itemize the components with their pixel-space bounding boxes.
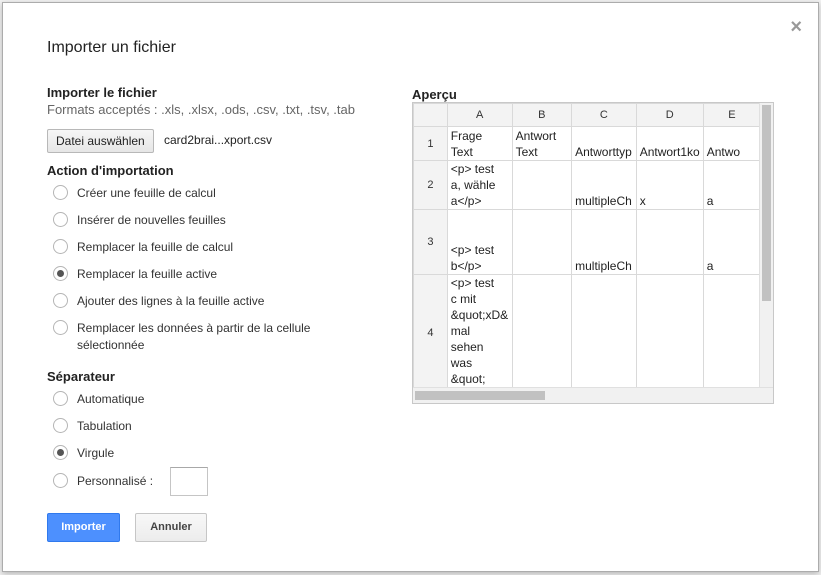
radio-label: Automatique <box>77 392 145 406</box>
accepted-formats: Formats acceptés : .xls, .xlsx, .ods, .csv, .txt, .tsv, .tab <box>47 102 355 117</box>
column-header-row <box>414 104 761 127</box>
horizontal-scrollbar[interactable] <box>413 387 774 403</box>
radio-button[interactable] <box>53 239 68 254</box>
table-cell: <p> test c mit &quot;xD& mal sehen was &quot; <box>447 275 512 389</box>
radio-replace-from-selected-cell[interactable] <box>53 320 337 354</box>
vertical-scroll-thumb[interactable] <box>762 105 771 301</box>
table-cell <box>636 275 703 389</box>
column-header: B <box>512 104 572 127</box>
custom-separator-input[interactable] <box>170 467 208 496</box>
radio-label: Virgule <box>77 446 115 460</box>
radio-replace-spreadsheet[interactable] <box>53 239 233 256</box>
table-cell: a <box>703 161 760 210</box>
table-cell <box>636 210 703 275</box>
radio-label: Tabulation <box>77 419 132 433</box>
table-cell: <p> test a, wähle a</p> <box>447 161 512 210</box>
radio-replace-active-sheet[interactable] <box>53 266 217 283</box>
corner-cell <box>414 104 448 127</box>
table-cell <box>512 210 572 275</box>
column-header: D <box>636 104 703 127</box>
close-icon[interactable]: × <box>790 16 802 38</box>
table-cell: Antwort Text <box>512 127 572 161</box>
radio-button[interactable] <box>53 185 68 200</box>
cancel-button[interactable]: Annuler <box>135 513 207 542</box>
import-action-heading: Action d'importation <box>47 163 174 178</box>
radio-button[interactable] <box>53 212 68 227</box>
dialog-title: Importer un fichier <box>47 39 176 56</box>
preview-grid <box>413 103 761 388</box>
selected-file-name: card2brai...xport.csv <box>164 133 273 147</box>
row-header: 1 <box>414 127 448 161</box>
radio-button[interactable] <box>53 320 68 335</box>
table-row <box>414 161 761 210</box>
table-cell <box>512 161 572 210</box>
table-row <box>414 210 761 275</box>
table-cell: Frage Text <box>447 127 512 161</box>
table-row <box>414 275 761 389</box>
radio-button[interactable] <box>53 391 68 406</box>
import-button[interactable]: Importer <box>47 513 120 542</box>
table-cell: multipleCh <box>572 161 637 210</box>
import-dialog <box>2 2 819 572</box>
radio-separator-custom[interactable] <box>53 473 153 490</box>
radio-label: Insérer de nouvelles feuilles <box>77 213 226 227</box>
radio-append-rows[interactable] <box>53 293 264 310</box>
radio-separator-tab[interactable] <box>53 418 132 435</box>
row-header: 3 <box>414 210 448 275</box>
radio-label: Créer une feuille de calcul <box>77 186 216 200</box>
horizontal-scroll-thumb[interactable] <box>415 391 545 400</box>
radio-button[interactable] <box>53 473 68 488</box>
separator-heading: Séparateur <box>47 369 115 384</box>
radio-separator-comma[interactable] <box>53 445 114 462</box>
table-cell: a <box>703 210 760 275</box>
row-header: 2 <box>414 161 448 210</box>
table-cell: Antwort1ko <box>636 127 703 161</box>
radio-label: Remplacer la feuille active <box>77 267 218 281</box>
radio-create-spreadsheet[interactable] <box>53 185 216 202</box>
radio-label: Personnalisé : <box>77 474 154 488</box>
table-cell: Antworttyp <box>572 127 637 161</box>
row-header: 4 <box>414 275 448 389</box>
table-cell: <p> test b</p> <box>447 210 512 275</box>
radio-button[interactable] <box>53 418 68 433</box>
table-cell: multipleCh <box>572 210 637 275</box>
radio-button-selected[interactable] <box>53 266 68 281</box>
vertical-scrollbar[interactable] <box>759 103 773 388</box>
radio-button-selected[interactable] <box>53 445 68 460</box>
table-cell <box>572 275 637 389</box>
radio-button[interactable] <box>53 293 68 308</box>
preview-table <box>413 103 761 388</box>
column-header: A <box>447 104 512 127</box>
table-cell: x <box>636 161 703 210</box>
table-row <box>414 127 761 161</box>
radio-label: Remplacer la feuille de calcul <box>77 240 234 254</box>
import-file-heading: Importer le fichier <box>47 85 157 100</box>
column-header: E <box>703 104 760 127</box>
radio-label: Remplacer les données à partir de la cellule sélectionnée <box>77 321 311 352</box>
preview-heading: Aperçu <box>412 87 457 102</box>
radio-label: Ajouter des lignes à la feuille active <box>77 294 265 308</box>
table-cell <box>703 275 760 389</box>
radio-separator-auto[interactable] <box>53 391 144 408</box>
preview-panel <box>412 102 774 404</box>
radio-insert-new-sheets[interactable] <box>53 212 226 229</box>
table-cell <box>512 275 572 389</box>
table-cell: Antwo <box>703 127 760 161</box>
choose-file-button[interactable]: Datei auswählen <box>47 129 154 153</box>
column-header: C <box>572 104 637 127</box>
